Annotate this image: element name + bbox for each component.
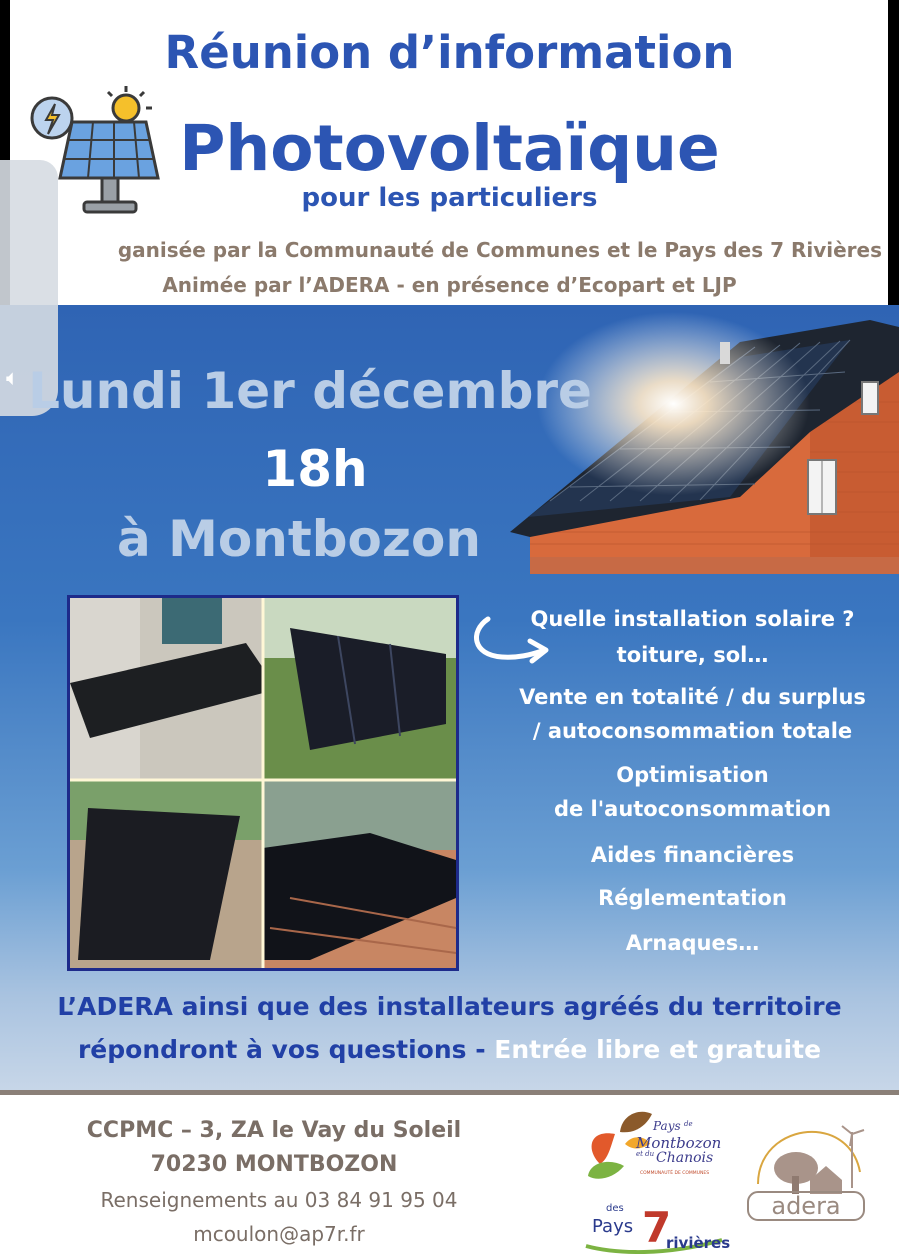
topic-item: Vente en totalité / du surplus bbox=[519, 685, 866, 709]
closing-line-1: L’ADERA ainsi que des installateurs agréés du territoire bbox=[57, 992, 842, 1021]
topic-item: Réglementation bbox=[598, 886, 787, 910]
photo-collage bbox=[70, 598, 456, 968]
topic-item: de l'autoconsommation bbox=[553, 797, 832, 821]
adera-text: adera bbox=[771, 1192, 841, 1220]
organizer-line: ganisée par la Communauté de Communes et le Pays des 7 Rivières bbox=[117, 238, 882, 262]
pays-line2: Montbozon bbox=[636, 1134, 722, 1152]
pays-line1-small: de bbox=[684, 1120, 693, 1128]
address-line-1: CCPMC – 3, ZA le Vay du Soleil bbox=[86, 1118, 462, 1143]
event-time: 18h bbox=[262, 440, 368, 498]
pays-line1: Pays bbox=[653, 1119, 681, 1133]
topic-item: Optimisation bbox=[616, 763, 769, 787]
pays-line3: Chanois bbox=[656, 1150, 714, 1166]
pays-montbozon-logo bbox=[580, 1104, 730, 1194]
title-reunion: Réunion d’information bbox=[164, 26, 735, 79]
animator-line: Animée par l’ADERA - en présence d’Ecopart et LJP bbox=[162, 273, 737, 297]
title-photovoltaique: Photovoltaïque bbox=[179, 112, 720, 185]
email-link[interactable]: mcoulon@ap7r.fr bbox=[193, 1222, 365, 1246]
pays-sub: COMMUNAUTÉ DE COMMUNES bbox=[640, 1171, 710, 1176]
seven-des: des bbox=[606, 1203, 624, 1214]
event-place: à Montbozon bbox=[117, 510, 481, 568]
adera-logo bbox=[744, 1124, 872, 1224]
divider bbox=[0, 1090, 899, 1095]
installation-photos bbox=[67, 595, 459, 971]
speaker-icon[interactable]: 🔈︎ bbox=[6, 366, 20, 391]
phone-info: Renseignements au 03 84 91 95 04 bbox=[100, 1188, 458, 1212]
topic-item: / autoconsommation totale bbox=[532, 719, 853, 743]
seven-rivers-logo bbox=[586, 1198, 731, 1254]
event-date: Lundi 1er décembre bbox=[28, 362, 592, 420]
seven-rivieres: rivières bbox=[666, 1234, 731, 1252]
closing-line-2: répondront à vos questions - Entrée libre et gratuite bbox=[77, 1035, 822, 1064]
free-entry: Entrée libre et gratuite bbox=[494, 1035, 822, 1064]
topic-item: Arnaques… bbox=[625, 931, 760, 955]
seven-pays: Pays bbox=[592, 1216, 634, 1237]
topic-item: toiture, sol… bbox=[616, 643, 769, 667]
topic-item: Quelle installation solaire ? bbox=[530, 607, 855, 631]
seven-num: 7 bbox=[642, 1203, 672, 1252]
topic-item: Aides financières bbox=[590, 843, 795, 867]
title-subtitle: pour les particuliers bbox=[301, 183, 598, 213]
pays-line3-small: et du bbox=[636, 1150, 655, 1158]
address-line-2: 70230 MONTBOZON bbox=[150, 1152, 398, 1177]
